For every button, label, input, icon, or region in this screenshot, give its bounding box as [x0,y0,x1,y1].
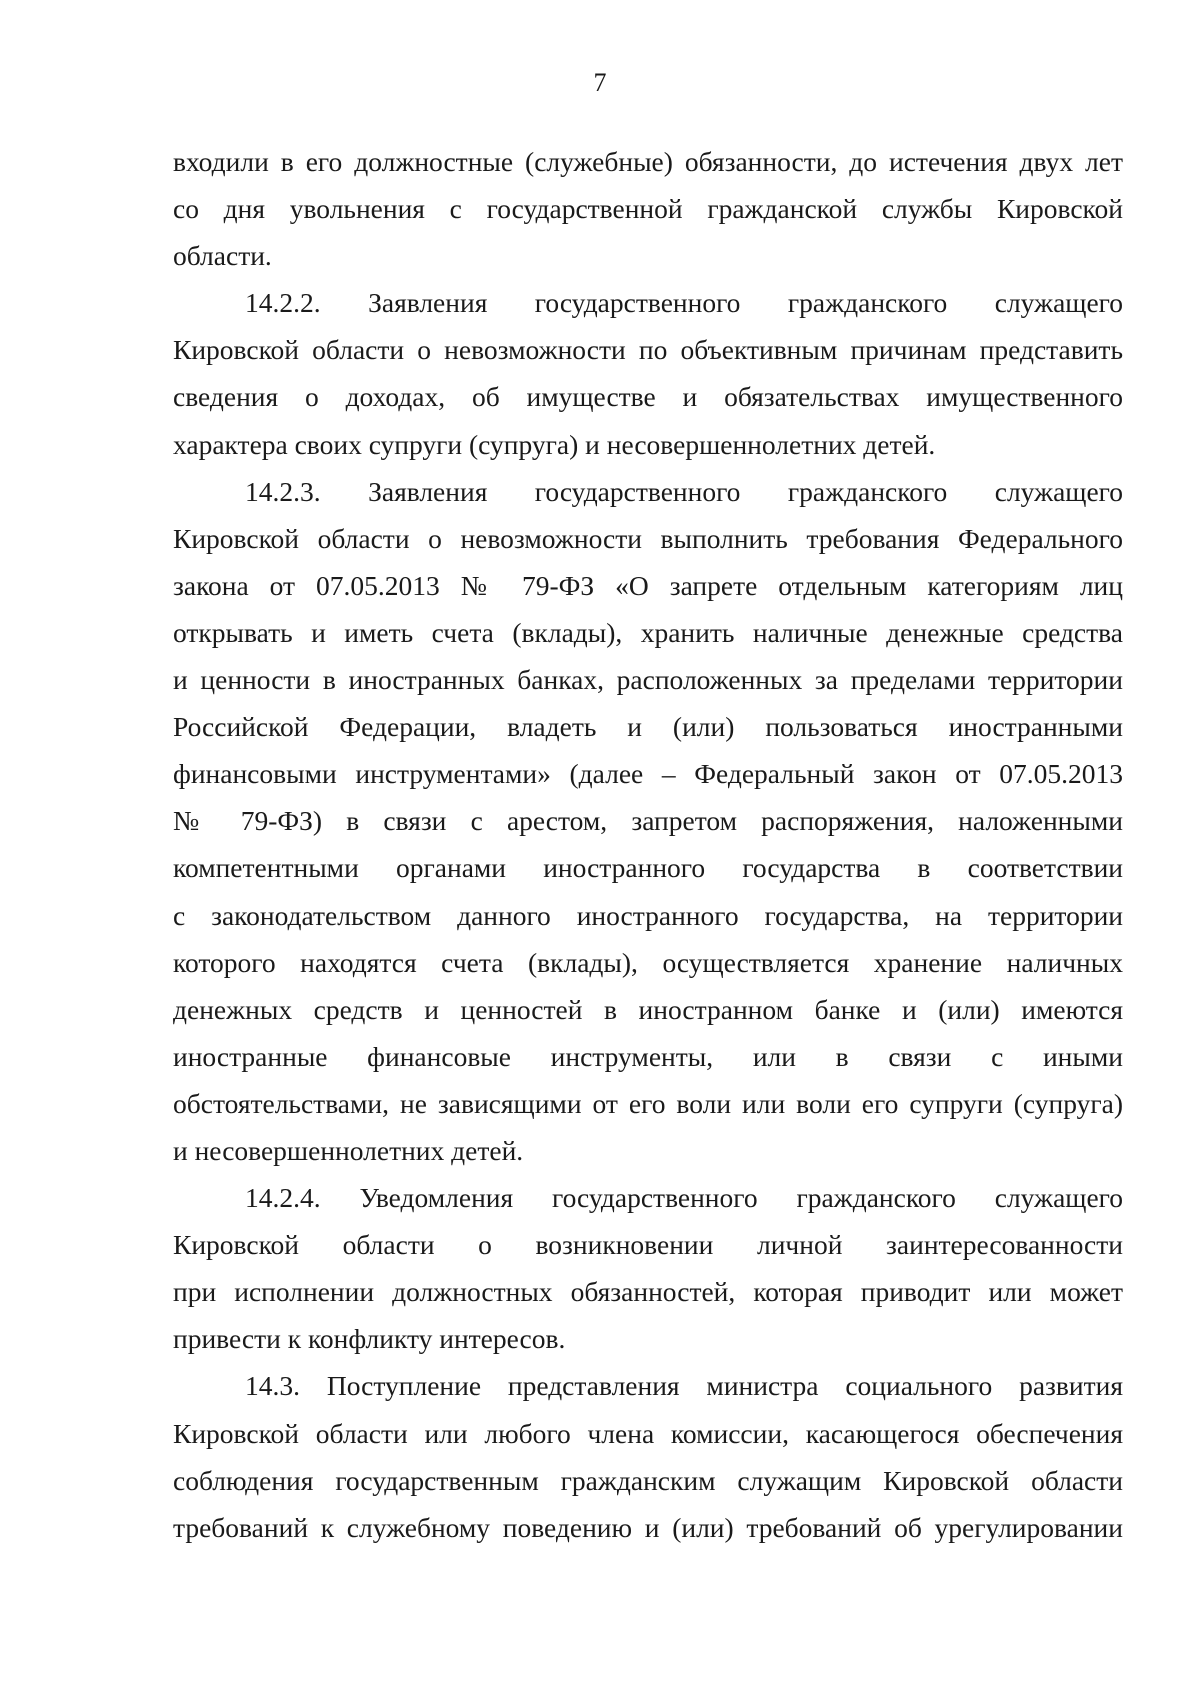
text-line: сведения о доходах, об имуществе и обязательствах имущественного [173,381,1123,413]
text-line: закона от 07.05.2013 № 79-ФЗ «О запрете отдельным категориям лиц [173,569,1123,601]
paragraph-first-line: 14.2.3. Заявления государственного гражданского служащего [245,475,1123,507]
page-number: 7 [593,68,607,97]
text-line: финансовыми инструментами» (далее – Федеральный закон от 07.05.2013 [173,758,1123,790]
text-line: денежных средств и ценностей в иностранном банке и (или) имеются [173,993,1123,1025]
text-line: № 79-ФЗ) в связи с арестом, запретом распоряжения, наложенными [173,805,1123,837]
paragraph-first-line: 14.2.4. Уведомления государственного гражданского служащего [245,1182,1123,1214]
text-line: компетентными органами иностранного государства в соответствии [173,852,1123,884]
text-line: Кировской области или любого члена комиссии, касающегося обеспечения [173,1417,1123,1449]
text-line: иностранные финансовые инструменты, или в связи с иными [173,1040,1123,1072]
text-line: входили в его должностные (служебные) обязанности, до истечения двух лет [173,146,1123,177]
text-line: Кировской области о невозможности по объективным причинам представить [173,334,1123,366]
text-line: и ценности в иностранных банках, расположенных за пределами территории [173,664,1123,696]
text-line: Российской Федерации, владеть и (или) пользоваться иностранными [173,711,1123,743]
text-line: Кировской области о невозможности выполнить требования Федерального [173,522,1123,554]
text-line: привести к конфликту интересов. [173,1323,566,1355]
paragraph-first-line: 14.3. Поступление представления министра социального развития [245,1370,1123,1402]
document-body [173,138,1123,1551]
text-line: которого находятся счета (вклады), осуществляется хранение наличных [173,946,1123,978]
text-line: требований к служебному поведению и (или) требований об урегулировании [173,1511,1123,1543]
paragraph-first-line: 14.2.2. Заявления государственного гражданского служащего [245,287,1123,319]
text-line: с законодательством данного иностранного государства, на территории [173,899,1123,931]
text-line: при исполнении должностных обязанностей, которая приводит или может [173,1276,1123,1308]
text-line: характера своих супруги (супруга) и несовершеннолетних детей. [173,428,936,460]
text-line: Кировской области о возникновении личной заинтересованности [173,1229,1123,1261]
text-line: обстоятельствами, не зависящими от его воли или воли его супруги (супруга) [173,1087,1123,1119]
text-line: области. [173,240,272,272]
text-line: со дня увольнения с государственной гражданской службы Кировской [173,193,1123,225]
text-line: и несовершеннолетних детей. [173,1134,524,1166]
text-line: соблюдения государственным гражданским служащим Кировской области [173,1464,1123,1496]
text-line: открывать и иметь счета (вклады), хранить наличные денежные средства [173,616,1123,648]
